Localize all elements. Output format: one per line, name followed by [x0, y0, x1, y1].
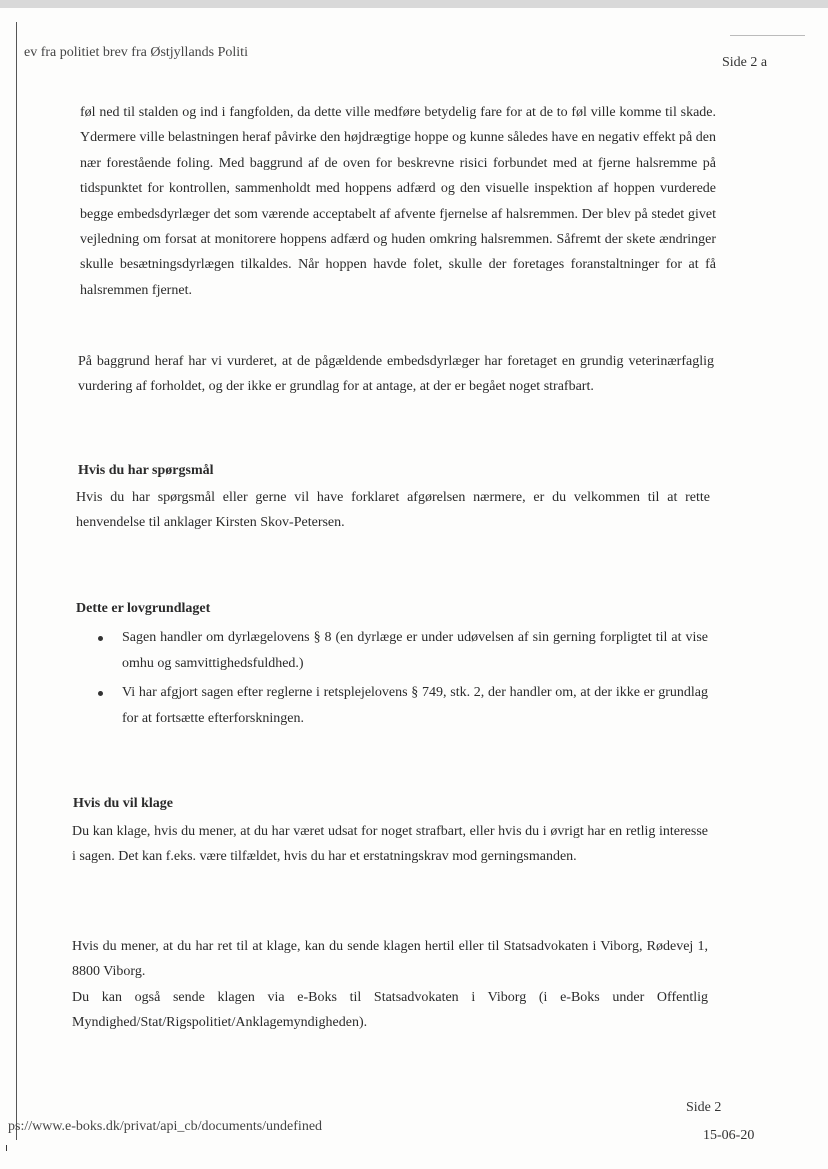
print-header-page: Side 2 a: [722, 55, 768, 70]
list-item-text: Sagen handler om dyrlægelovens § 8 (en dyrlæge er under udøvelsen af sin gerning forpligtet til at vise omhu og samvittighedsfuldhed.): [122, 630, 708, 671]
print-footer-date: 15-06-20: [703, 1128, 755, 1143]
print-footer-page: Side 2: [686, 1100, 722, 1115]
complaint-address-paragraph: Hvis du mener, at du har ret til at klage, kan du sende klagen hertil eller til Statsadvokaten i Viborg, Rødevej 1, 8800 Viborg.: [72, 939, 708, 980]
bullet-icon: [98, 691, 103, 696]
body-paragraph-1: føl ned til stalden og ind i fangfolden, da dette ville medføre betydelig fare for at de to føl ville komme til skade. Ydermere ville belastningen heraf påvirke den højdrægtige hoppe og kunne således have en negativ effekt på den nær forestående foling. Med baggrund af de oven for beskrevne risici forbundet med at fjerne halsremme på tidspunktet for kontrollen, sammenholdt med hoppens adfærd og den visuelle inspektion af hoppen vurderede begge embedsdyrlæger det som værende acceptabelt af afvente fjernelse af halsremmen. Der blev på stedet givet vejledning om forsat at monitorere hoppens adfærd og huden omkring halsremmen. Såfremt der skete ændringer skulle besætningsdyrlægen tilkaldes. Når hoppen havde folet, skulle der foretages foranstaltninger for at få halsremmen fjernet.: [80, 105, 716, 298]
header-rule: [730, 35, 805, 36]
bullet-icon: [98, 636, 103, 641]
body-paragraph-2: På baggrund heraf har vi vurderet, at de pågældende embedsdyrlæger har foretaget en grundig veterinærfaglig vurdering af forholdet, og der ikke er grundlag for at antage, at der er begået noget strafbart.: [78, 354, 714, 395]
scan-top-edge: [0, 0, 828, 8]
print-header-title: ev fra politiet brev fra Østjyllands Politi: [24, 45, 248, 60]
heading-questions: Hvis du har spørgsmål: [78, 463, 214, 478]
legal-basis-list: [88, 625, 708, 735]
list-item: [88, 680, 708, 732]
heading-complaint: Hvis du vil klage: [73, 796, 173, 811]
page-margin-line: [16, 22, 17, 1140]
heading-legal-basis: Dette er lovgrundlaget: [76, 601, 211, 616]
list-item: [88, 625, 708, 677]
complaint-paragraph: Du kan klage, hvis du mener, at du har været udsat for noget strafbart, eller hvis du i øvrigt har en retlig interesse i sagen. Det kan f.eks. være tilfældet, hvis du har et erstatningskrav mod gerningsmanden.: [72, 824, 708, 865]
scan-mark: [6, 1145, 7, 1151]
list-item-text: Vi har afgjort sagen efter reglerne i retsplejelovens § 749, stk. 2, der handler om, at der ikke er grundlag for at fortsætte efterforskningen.: [122, 685, 708, 726]
questions-paragraph: Hvis du har spørgsmål eller gerne vil have forklaret afgørelsen nærmere, er du velkommen til at rette henvendelse til anklager Kirsten Skov-Petersen.: [76, 490, 710, 531]
print-footer-url: ps://www.e-boks.dk/privat/api_cb/documents/undefined: [8, 1119, 323, 1134]
complaint-eboks-paragraph: Du kan også sende klagen via e-Boks til Statsadvokaten i Viborg (i e-Boks under Offentlig Myndighed/Stat/Rigspolitiet/Anklagemyndigheden).: [72, 990, 708, 1031]
